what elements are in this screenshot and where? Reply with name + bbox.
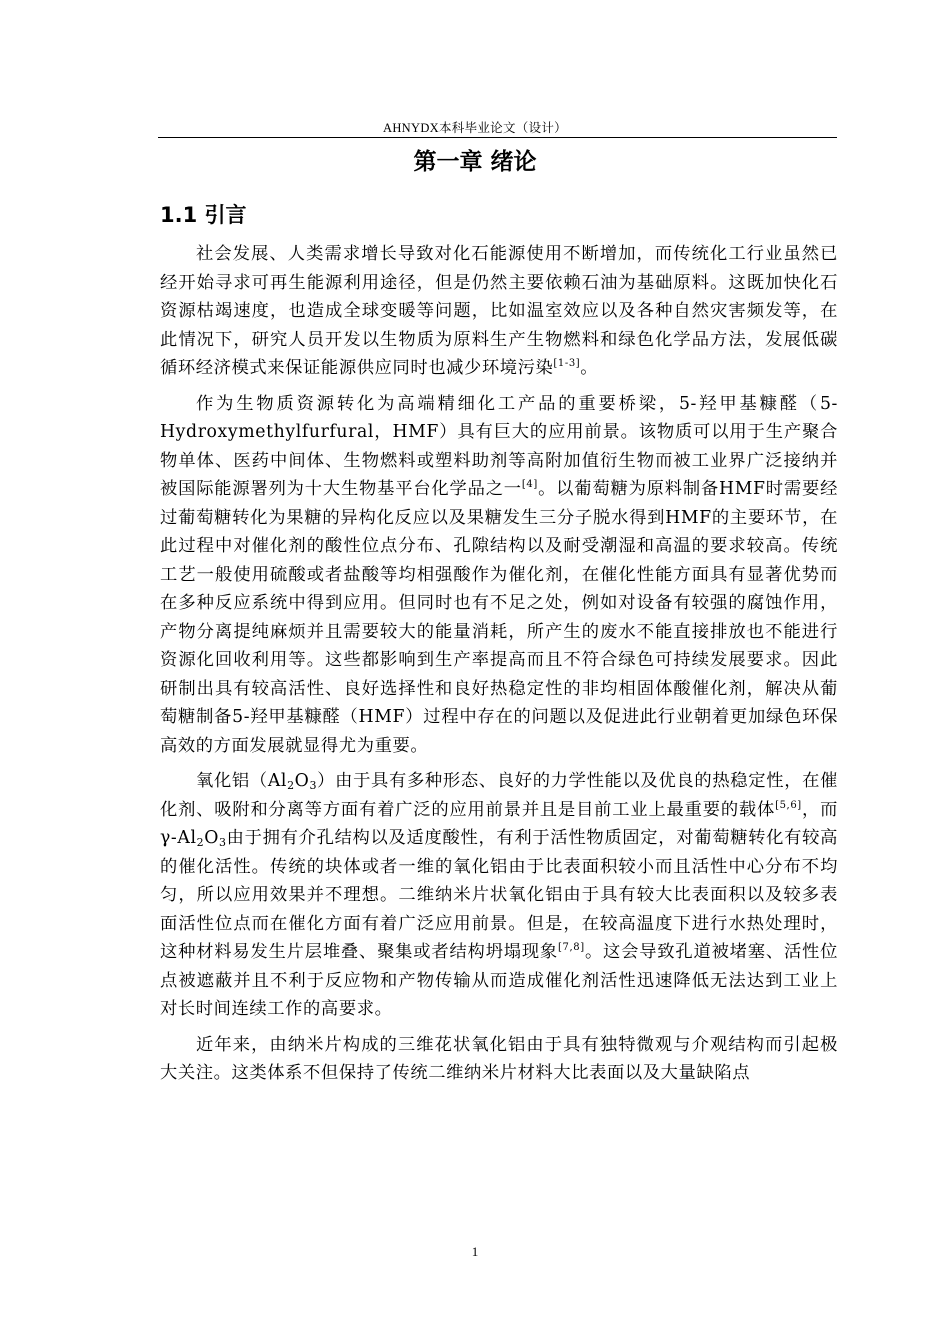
page-number: 1 bbox=[471, 1244, 479, 1259]
paragraph-3 bbox=[160, 767, 838, 1024]
paragraph-4 bbox=[160, 1031, 838, 1088]
chapter-title: 第一章 绪论 bbox=[413, 149, 537, 175]
paragraph-text: 氧化铝（Al bbox=[196, 771, 288, 791]
body-text bbox=[160, 240, 838, 1095]
citation-ref: [5,6] bbox=[775, 799, 802, 811]
paragraph-text: 。 bbox=[580, 358, 599, 378]
paragraph-text: 。这会导致孔道被堵塞、活性位点被遮蔽并且不利于反应物和产物传输从而造成催化剂活性迅速降低无法达到工业上对长时间连续工作的高要求。 bbox=[160, 942, 839, 1019]
paragraph-text: O bbox=[204, 828, 219, 848]
paragraph-text: ，而γ-Al bbox=[160, 799, 838, 848]
paragraph-text: 。以葡萄糖为原料制备HMF时需要经过葡萄糖转化为果糖的异构化反应以及果糖发生三分子脱水得到HMF的主要环节，在此过程中对催化剂的酸性位点分布、孔隙结构以及耐受潮湿和高温的要求较高。传统工艺一般使用硫酸或者盐酸等均相强酸作为催化剂，在催化性能方面具有显著优势而在多种反应系统中得到应用。但同时也有不足之处，例如对设备有较强的腐蚀作用，产物分离提纯麻烦并且需要较大的能量消耗，所产生的废水不能直接排放也不能进行资源化回收利用等。这些都影响到生产率提高而且不符合绿色可持续发展要求。因此研制出具有较高活性、良好选择性和良好热稳定性的非均相固体酸催化剂，解决从葡萄糖制备5-羟甲基糠醛（HMF）过程中存在的问题以及促进此行业朝着更加绿色环保高效的方面发展就显得尤为重要。 bbox=[160, 479, 838, 756]
paragraph-1 bbox=[160, 240, 838, 383]
paragraph-text: O bbox=[294, 771, 310, 791]
citation-ref: [1-3] bbox=[553, 358, 581, 369]
header-rule bbox=[158, 137, 837, 138]
subscript: 3 bbox=[309, 779, 318, 792]
subscript: 2 bbox=[196, 836, 205, 849]
paragraph-text: 社会发展、人类需求增长导致对化石能源使用不断增加，而传统化工行业虽然已经开始寻求可再生能源利用途径，但是仍然主要依赖石油为基础原料。这既加快化石资源枯竭速度，也造成全球变暖等问题，比如温室效应以及各种自然灾害频发等，在此情况下，研究人员开发以生物质为原料生产生物燃料和绿色化学品方法，发展低碳循环经济模式来保证能源供应同时也减少环境污染 bbox=[160, 244, 838, 378]
running-header: AHNYDX本科毕业论文（设计） bbox=[383, 121, 567, 135]
citation-ref: [4] bbox=[521, 479, 538, 490]
paragraph-text: 作为生物质资源转化为高端精细化工产品的重要桥梁，5-羟甲基糠醛（5-Hydroxymethylfurfural，HMF）具有巨大的应用前景。该物质可以用于生产聚合物单体、医药中间体、生物燃料或塑料助剂等高附加值衍生物而被工业界广泛接纳并被国际能源署列为十大生物基平台化学品之一 bbox=[160, 393, 838, 499]
subscript: 2 bbox=[287, 779, 295, 792]
paragraph-text: 近年来，由纳米片构成的三维花状氧化铝由于具有独特微观与介观结构而引起极大关注。这类体系不但保持了传统二维纳米片材料大比表面以及大量缺陷点 bbox=[160, 1034, 838, 1083]
paragraph-text: 由于拥有介孔结构以及适度酸性，有利于活性物质固定，对葡萄糖转化有较高的催化活性。传统的块体或者一维的氧化铝由于比表面积较小而且活性中心分布不均匀，所以应用效果并不理想。二维纳米片状氧化铝由于具有较大比表面积以及较多表面活性位点而在催化方面有着广泛应用前景。但是，在较高温度下进行水热处理时，这种材料易发生片层堆叠、聚集或者结构坍塌现象 bbox=[160, 828, 838, 962]
section-heading: 1.1 引言 bbox=[160, 203, 247, 227]
citation-ref: [7,8] bbox=[558, 942, 585, 953]
paragraph-2 bbox=[160, 390, 838, 761]
paragraph-text: ）由于具有多种形态、良好的力学性能以及优良的热稳定性，在催化剂、吸附和分离等方面有着广泛的应用前景并且是目前工业上最重要的载体 bbox=[160, 771, 838, 820]
subscript: 3 bbox=[218, 836, 227, 849]
